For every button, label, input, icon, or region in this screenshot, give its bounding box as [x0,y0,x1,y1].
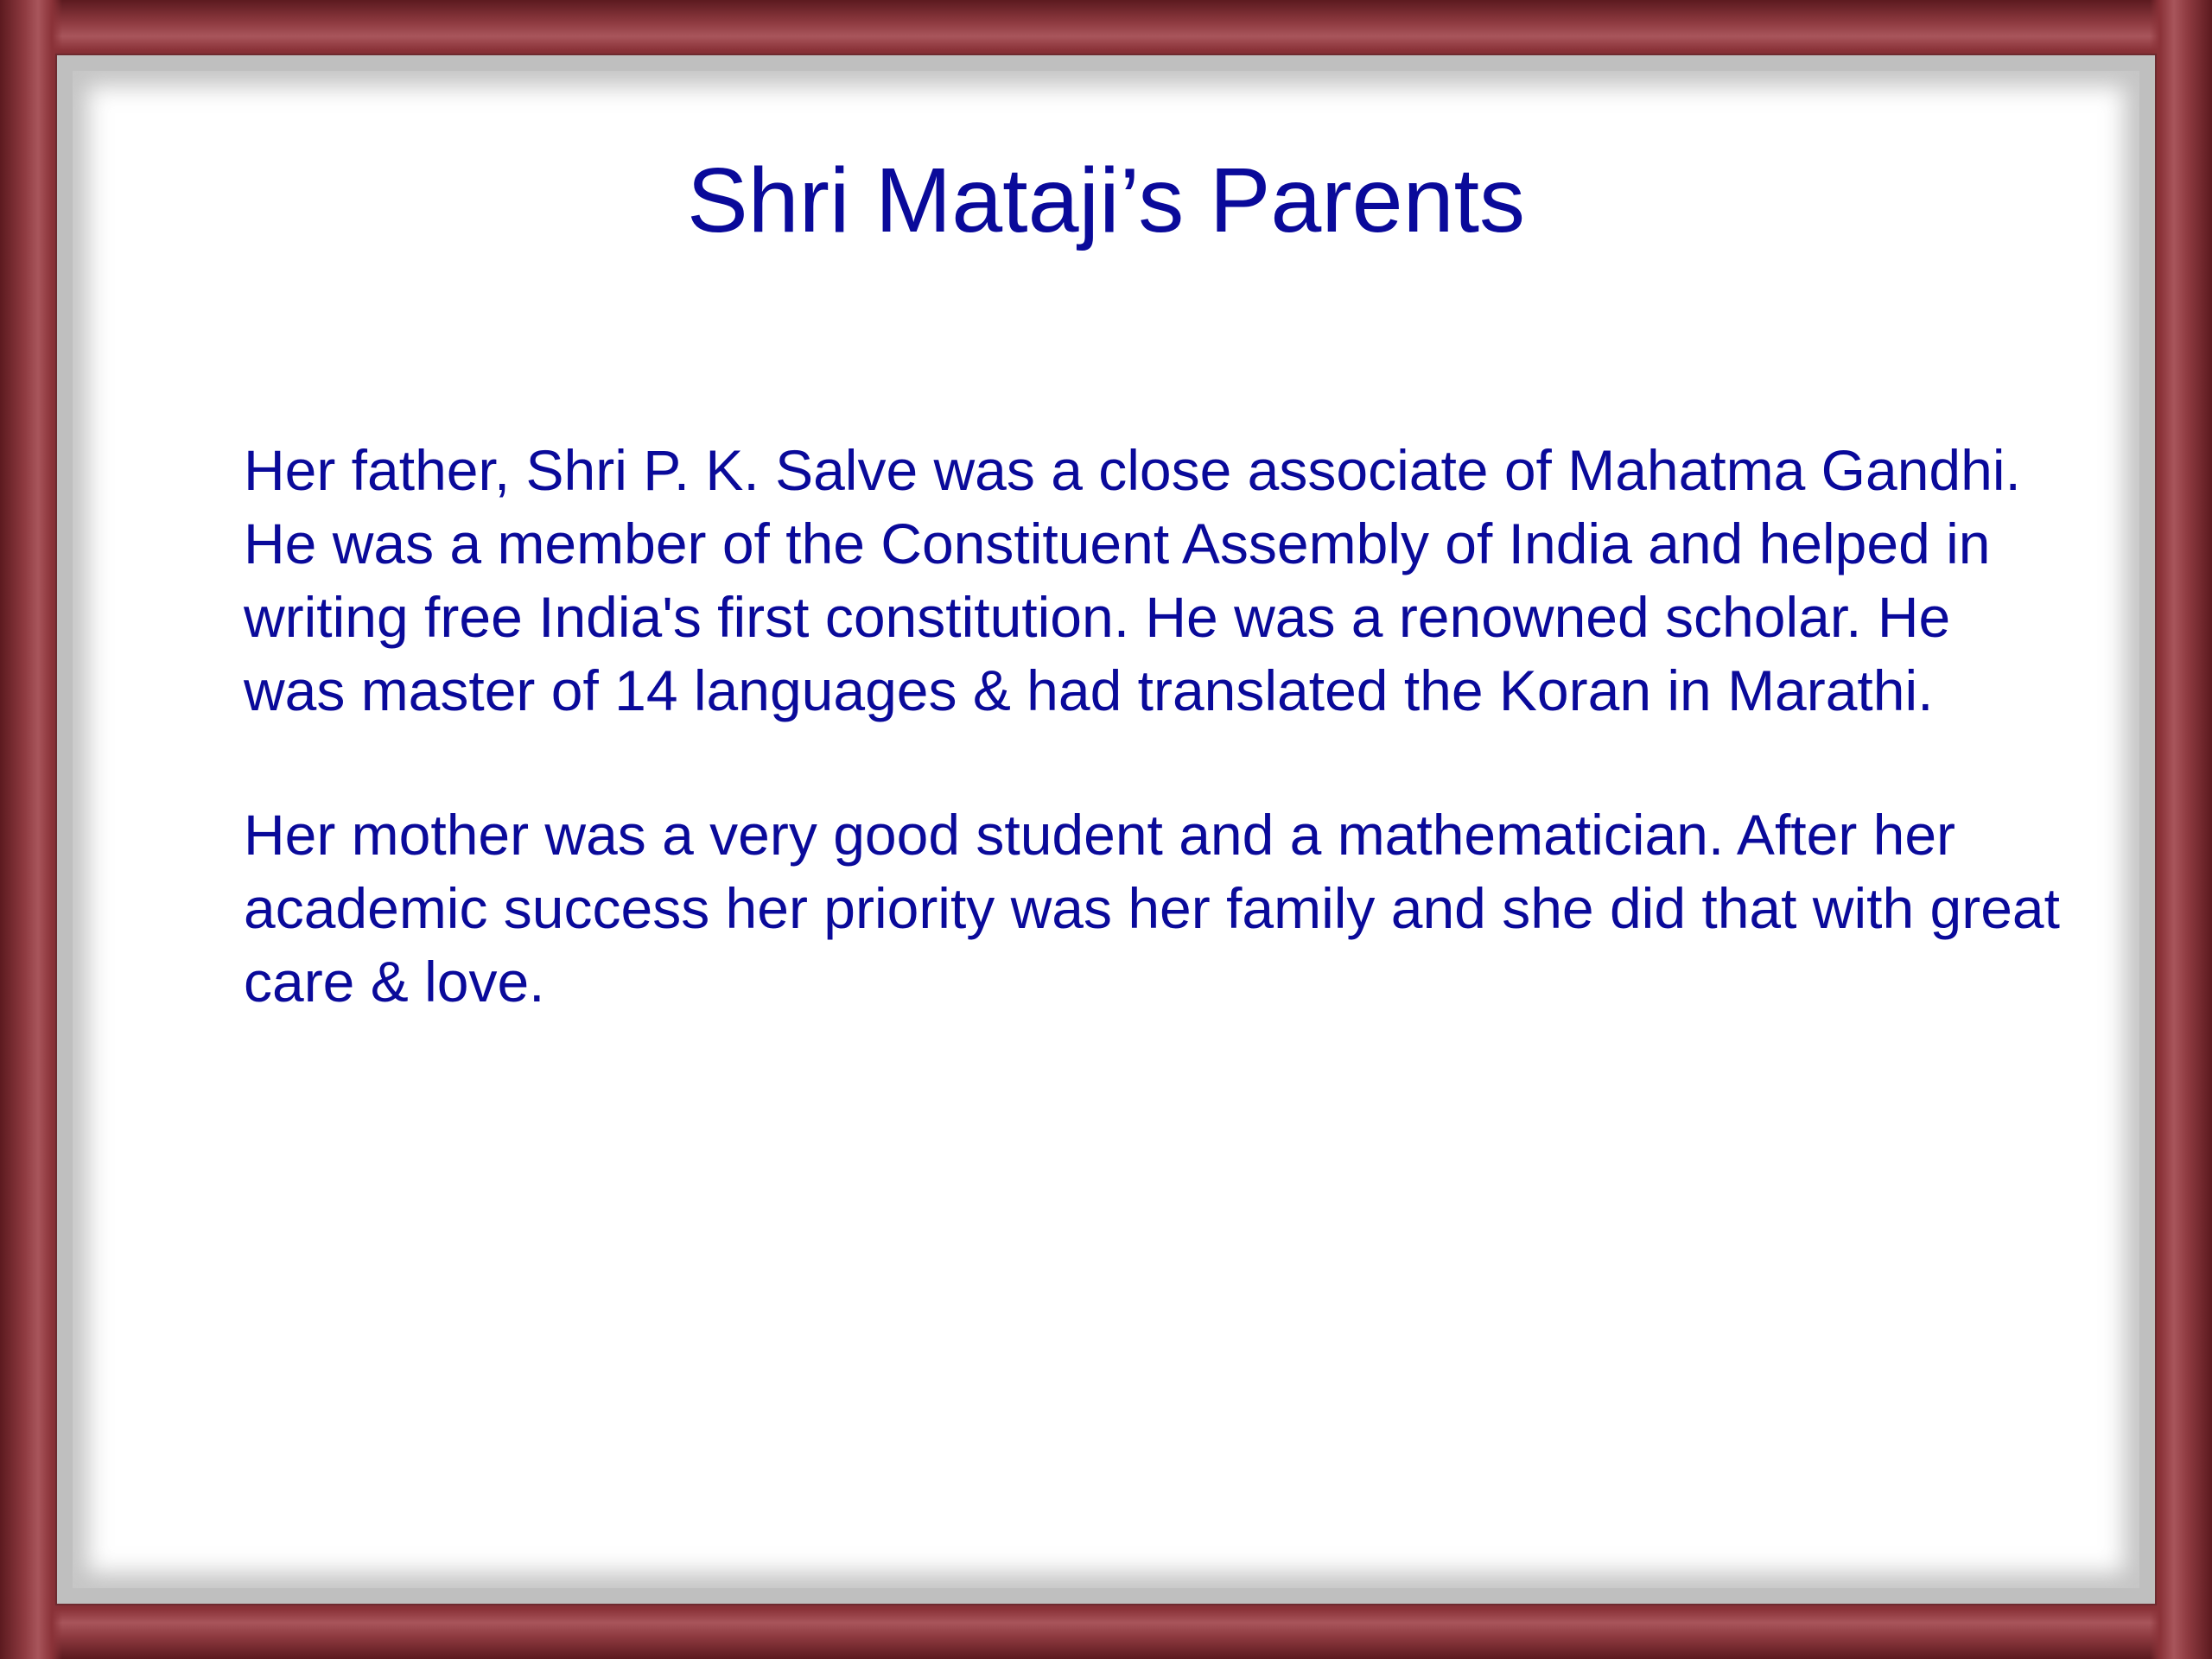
father-paragraph: Her father, Shri P. K. Salve was a close associate of Mahatma Gandhi. He was a member of the Constituent Assembly of India and helped in writing free India's first constitution. He was a renowned scholar. He was master of 14 languages & had translated the Koran in Marathi. [244,438,2021,722]
slide-title: Shri Mataji’s Parents [686,149,1526,251]
slide-body [244,434,2067,1090]
mother-paragraph: Her mother was a very good student and a mathematician. After her academic success her priority was her family and she did that with great care & love. [244,803,2060,1014]
